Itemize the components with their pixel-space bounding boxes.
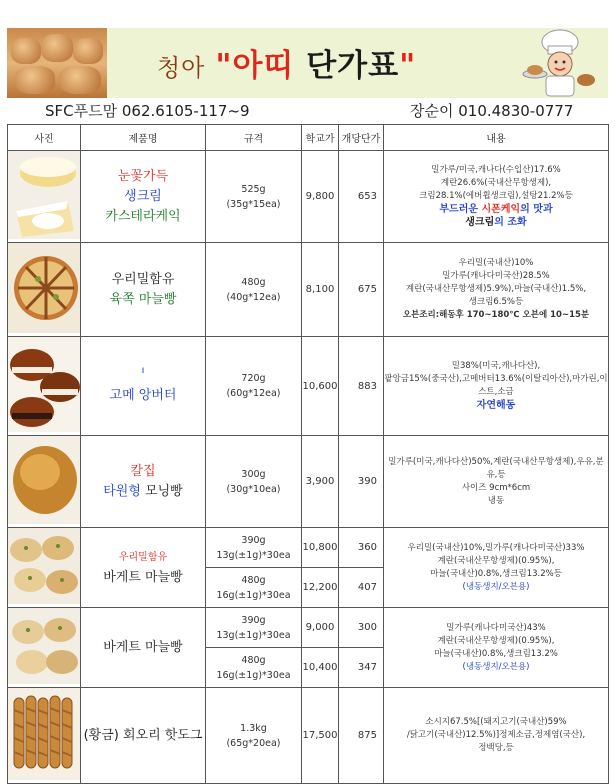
product-desc: 밀가루/미국,캐나다(수입산)17.6% 계란26.6%(국내산무항생제), 크림28.1%(에버휩생크림),설탕21.2%등 부드러운 시폰케익의 맛과 생크림의 조화: [384, 151, 609, 243]
product-spec: 1.3kg (65g*20ea): [206, 688, 302, 784]
page-title: 청아 "아띠 단가표": [157, 48, 417, 84]
product-spec: 720g (60g*12ea): [206, 337, 302, 436]
school-price: 3,900: [302, 436, 339, 528]
contact-right: 장순이 010.4830-0777: [410, 102, 574, 120]
unit-price: 653: [339, 151, 384, 243]
product-desc: 밀가루(캐나다미국산)43% 계란(국내산무항생제)(0.95%), 마늘(국내산)0.8%,생크림13.2% (냉동생지/오븐용): [384, 608, 609, 688]
table-row: [8, 436, 609, 528]
table-row: [8, 243, 609, 337]
product-spec: 480g (40g*12ea): [206, 243, 302, 337]
school-price: 12,200: [302, 568, 339, 608]
product-spec: 390g 13g(±1g)*30ea: [206, 528, 302, 568]
unit-price: 875: [339, 688, 384, 784]
bread-banner-image: [7, 28, 107, 98]
school-price: 8,100: [302, 243, 339, 337]
col-photo: 사진: [8, 125, 81, 151]
product-photo-hotdog: [8, 688, 81, 784]
school-price: 10,600: [302, 337, 339, 436]
product-name: ı 고메 앙버터: [81, 337, 206, 436]
product-spec: 300g (30g*10ea): [206, 436, 302, 528]
table-row: [8, 528, 609, 568]
product-name: 우리밀함유 육쪽 마늘빵: [81, 243, 206, 337]
product-desc: 우리밀(국내산)10%,밀가루(캐나다미국산)33% 계란(국내산무항생제)(0.95%), 마늘(국내산)0.8%,생크림13.2%등 (냉동생지/오븐용): [384, 528, 609, 608]
product-desc: 밀38%(미국,캐나다산), 팥앙금15%(중국산),고메버터13.6%(이탈리아산),마가린,이 스트,소금 자연해동: [384, 337, 609, 436]
product-name: 칼집 타원형 모닝빵: [81, 436, 206, 528]
school-price: 9,800: [302, 151, 339, 243]
header-banner: [7, 28, 608, 98]
unit-price: 883: [339, 337, 384, 436]
col-content: 내용: [384, 125, 609, 151]
school-price: 10,800: [302, 528, 339, 568]
product-photo-anbutter: [8, 337, 81, 436]
product-desc: 소시지67.5%[(돼지고기(국내산)59% /닭고기(국내산)12.5%)]정제소금,정제염(국산), 정백당,등: [384, 688, 609, 784]
table-row: [8, 337, 609, 436]
unit-price: 675: [339, 243, 384, 337]
product-spec: 480g 16g(±1g)*30ea: [206, 568, 302, 608]
unit-price: 300: [339, 608, 384, 648]
title-main: 단가표: [306, 48, 400, 84]
unit-price: 407: [339, 568, 384, 608]
product-name: 우리밀함유 바게트 마늘빵: [81, 528, 206, 608]
title-brand: 아띠: [232, 48, 295, 84]
school-price: 9,000: [302, 608, 339, 648]
product-photo-morning-bread: [8, 436, 81, 528]
product-name: (황금) 회오리 핫도그: [81, 688, 206, 784]
col-school-price: 학교가: [302, 125, 339, 151]
product-desc: 밀가루(미국,캐나다산)50%,계란(국내산무항생제),우유,분 유,등 사이즈 9cm*6cm 냉동: [384, 436, 609, 528]
product-name: 바게트 마늘빵: [81, 608, 206, 688]
unit-price: 360: [339, 528, 384, 568]
col-name: 제품명: [81, 125, 206, 151]
unit-price: 347: [339, 648, 384, 688]
unit-price: 390: [339, 436, 384, 528]
school-price: 10,400: [302, 648, 339, 688]
price-table: [7, 124, 609, 784]
product-spec: 525g (35g*15ea): [206, 151, 302, 243]
product-photo-castella: [8, 151, 81, 243]
product-photo-garlic-bread: [8, 243, 81, 337]
table-row: [8, 151, 609, 243]
school-price: 17,500: [302, 688, 339, 784]
product-name: 눈꽃가득 생크림 카스테라케익: [81, 151, 206, 243]
product-photo-baguette-garlic-wheat: [8, 528, 81, 608]
col-spec: 규격: [206, 125, 302, 151]
product-spec: 390g 13g(±1g)*30ea: [206, 608, 302, 648]
table-row: [8, 608, 609, 648]
col-unit-price: 개당단가: [339, 125, 384, 151]
chef-illustration: [520, 28, 600, 98]
contact-left: SFC푸드맘 062.6105-117~9: [45, 102, 250, 120]
product-desc: 우리밀(국내산)10% 밀가루(캐나다미국산)28.5% 계란(국내산무항생제)5.9%),마늘(국내산)1.5%, 생크림6.5%등 오븐조리:해동후 170~180℃ 오븐에 10~15분: [384, 243, 609, 337]
product-photo-baguette-garlic: [8, 608, 81, 688]
product-spec: 480g 16g(±1g)*30ea: [206, 648, 302, 688]
table-row: [8, 688, 609, 784]
table-header-row: [8, 125, 609, 151]
title-prefix: 청아: [157, 54, 206, 82]
